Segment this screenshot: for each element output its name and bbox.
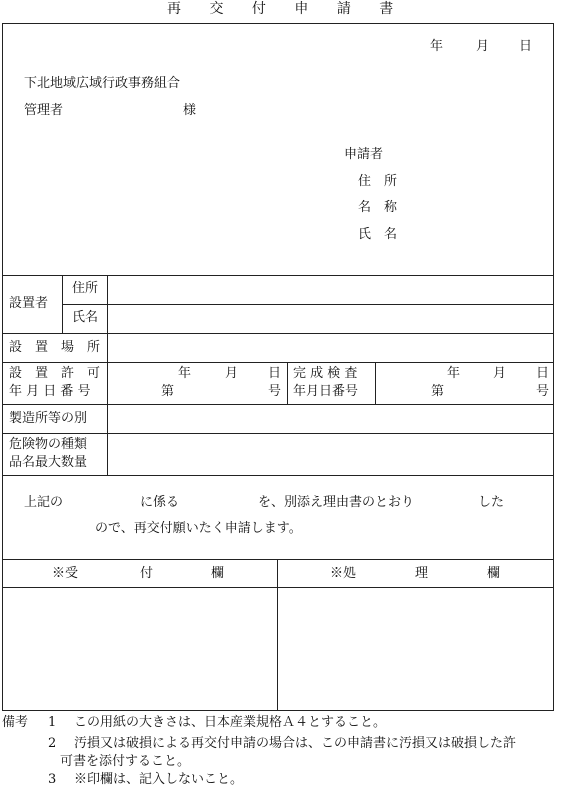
title-char: 請 (336, 1, 351, 17)
permit-label-line2: 年 月 日 番 号 (9, 384, 91, 399)
notes-label: 備考 (2, 715, 29, 730)
installer-address-label: 住所 (72, 281, 99, 296)
title-char: 交 (209, 1, 224, 17)
permit-month: 月 (225, 366, 239, 381)
permit-dai: 第 (161, 384, 175, 399)
addressee-honorific: 様 (183, 103, 197, 118)
title-char: 再 (167, 1, 181, 17)
note-2-text-line1: 汚損又は破損による再交付申請の場合は、この申請書に汚損又は破損した許 (74, 736, 517, 751)
addressee-role: 管理者 (24, 103, 64, 118)
note-1-number: 1 (48, 715, 57, 730)
installer-label: 設置者 (9, 296, 49, 311)
hazard-label-line2: 品名最大数量 (9, 455, 88, 470)
permit-go: 号 (268, 384, 282, 399)
statement-part4: した (478, 495, 505, 510)
processing-char2: 欄 (487, 566, 501, 581)
statement-part2: に係る (140, 495, 180, 510)
statement-part3: を、別添え理由書のとおり (258, 495, 415, 510)
applicant-label: 申請者 (344, 147, 384, 162)
addressee-org: 下北地域広域行政事務組合 (24, 76, 181, 91)
location-label: 設 置 場 所 (9, 340, 101, 355)
note-1-text: この用紙の大きさは、日本産業規格Ａ４とすること。 (74, 715, 387, 730)
reception-mark: ※受 (52, 566, 79, 581)
note-3-number: 3 (48, 772, 57, 787)
applicant-name-label: 名 称 (358, 200, 398, 215)
applicant-address-label: 住 所 (358, 174, 398, 189)
reception-char1: 付 (140, 566, 154, 581)
inspection-go: 号 (536, 384, 550, 399)
note-2-text-line2: 可書を添付すること。 (60, 754, 191, 769)
inspection-label-line1: 完 成 検 査 (293, 366, 358, 381)
installer-name-label: 氏名 (72, 310, 99, 325)
statement-line2: ので、再交付願いたく申請します。 (95, 521, 302, 536)
date-day-label: 日 (519, 39, 533, 54)
inspection-dai: 第 (431, 384, 445, 399)
title-char: 書 (379, 1, 394, 17)
processing-mark: ※処 (330, 566, 357, 581)
inspection-day: 日 (536, 366, 550, 381)
note-3-text: ※印欄は、記入しないこと。 (74, 772, 244, 787)
permit-label-line1: 設 置 許 可 (9, 366, 101, 381)
statement-part1: 上記の (24, 495, 64, 510)
date-month-label: 月 (476, 39, 490, 54)
reception-char2: 欄 (211, 566, 225, 581)
facility-type-label: 製造所等の別 (9, 411, 88, 426)
inspection-month: 月 (493, 366, 507, 381)
processing-char1: 理 (415, 566, 429, 581)
date-year-label: 年 (430, 39, 444, 54)
title-char: 申 (294, 1, 309, 17)
page-title (167, 2, 393, 16)
note-2-number: 2 (48, 736, 57, 751)
permit-year: 年 (178, 366, 192, 381)
title-char: 付 (251, 1, 266, 17)
permit-day: 日 (268, 366, 282, 381)
inspection-label-line2: 年月日番号 (293, 384, 359, 399)
hazard-label-line1: 危険物の種類 (9, 437, 88, 452)
inspection-year: 年 (447, 366, 461, 381)
applicant-person-label: 氏 名 (358, 227, 398, 242)
